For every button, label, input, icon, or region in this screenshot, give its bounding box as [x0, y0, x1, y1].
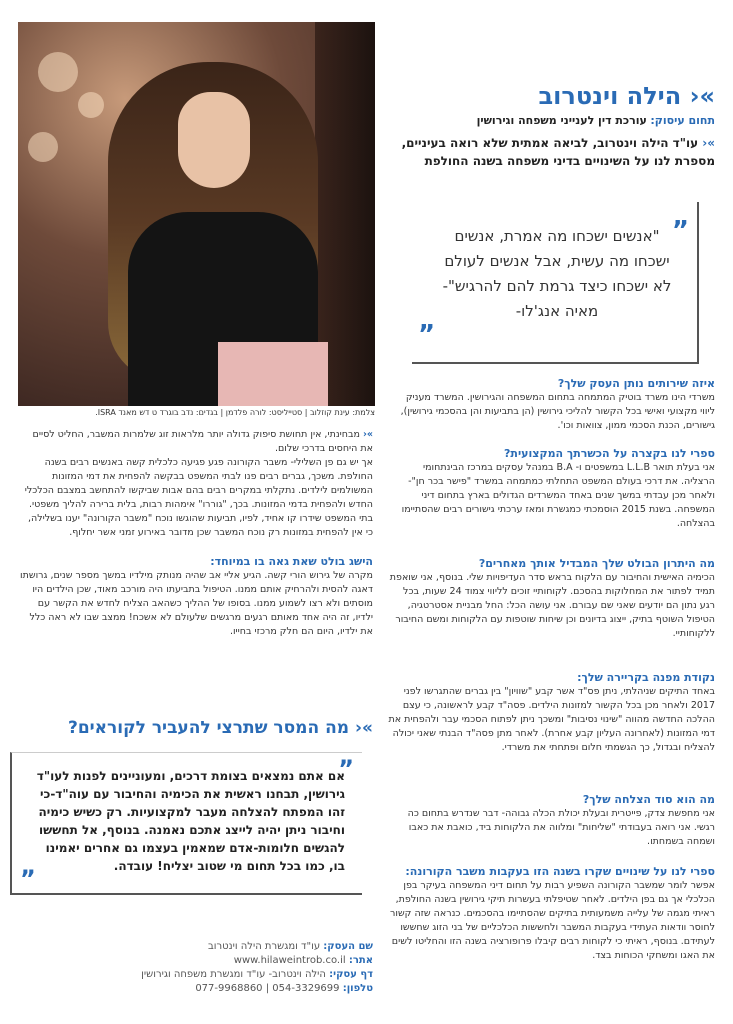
section-services	[388, 376, 715, 433]
message-arrow-icon: »‹	[355, 718, 373, 738]
contact-info	[18, 940, 373, 996]
left-para-2: אך יש גם פן השלילי- משבר הקורונה פגע פגיעה כלכלית קשה באנשים רבים בשנה החולפת. משכך, גברים רבים פנו לבתי המשפט בבקשה להפחית את דמי המזונות המשולמים לילדים. נתקלתי במקרים רבים בהם אבות שביקשו להתחשב במצבם הכלכלי החדש ולהפחית בדמי המזונות. בכך, "גוררו" אימהות רבות, בלית ברירה להליך משפטי.	[24, 457, 373, 510]
section-body: אני מחפשת צדק, פייטרית ובעלת יכולת הכלה גבוהה- דבר שנדרש בתחום כה רגשי. אני רואה בעבודתי "שליחות" ומלווה את הלקוחות ביד, כואבת את כאבו ושמחה בשמחתו.	[407, 808, 715, 847]
contact-name-row: שם העסק: עו"ד ומגשרת הילה וינטרוב	[207, 941, 373, 952]
role-label: תחום עיסוק:	[650, 114, 715, 127]
contact-page-row: דף עסקי: הילה וינטרוב- עו"ד ומגשרת משפחה וגירושין	[141, 969, 373, 980]
contact-site-row: אתר: www.hilaweintrob.co.il	[233, 955, 373, 966]
person-name: הילה וינטרוב	[538, 82, 682, 110]
left-para-3: בתי המשפט שידרו קו אחיד, לפיו, תביעות שהוגשו נוכח "משבר הקורונה" יענו בשלילה, כי אין להפחית במזונות רק נוכח המשבר שכן מדובר באירוע זמני אשר יחלוף.	[28, 513, 373, 538]
role-line	[390, 114, 715, 127]
title-arrow-icon: »‹	[689, 82, 715, 110]
quote-close-icon: ”	[418, 320, 436, 350]
section-body: אני בעלת תואר L.L.B במשפטים ו- B.A במנהל עסקים במרכז הבינתחומי הרצליה. את דרכי בעולם המשפט התחלתי כמתמחה במשרד "פישר בכר חן"- ולאחר מכן עבדתי במשך שנים באחד המשרדים הגדולים בארץ בתחום דיני המשפחה. בשנת 2015 הוסמכתי כמגשרת ומאז ערכתי גישורים רבים שהסתיימו בהצלחה.	[401, 462, 715, 529]
left-column-text	[18, 428, 373, 639]
para-arrow-icon: »‹	[362, 429, 373, 440]
quote-open-icon: ”	[338, 755, 354, 783]
proud-body: מקרה של גירוש הורי קשה. הגיע אליי אב שהיה מנותק מילדיו במשך מספר שנים, גרושתו דאגה להסית ולהרחיק אותם ממנו. הטיפול בתביעתו היה מורכב מאוד, שכן הילדים היו מוסתים ולא רצו לשמוע ממנו. בסופו של ההליך כשהאב הצליח לחדש את הקשר עם ילדיו, זה היה אחד מאותם רגעים מרגשים שלעולם לא אשכח! ממצב שבו לא ראה כלל את ילדיו, היום הם חלק מרכזי בחייו.	[20, 570, 373, 637]
section-title: ספרי לנו על שינויים שקרו בשנה הזו בעקבות משבר הקורונה:	[405, 865, 715, 878]
section-title: ספרי לנו בקצרה על הכשרתך המקצועית?	[504, 447, 715, 460]
phone-number[interactable]: 054-3329699 | 077-9968860	[195, 983, 340, 994]
intro-body: עו"ד הילה וינטרוב, לביאה אמתית שלא רואה בעיניים, מספרת לנו על השינויים בדיני משפחה בשנה החולפת	[401, 136, 715, 168]
quote-open-icon: ”	[671, 216, 689, 246]
main-quote-box	[412, 202, 699, 364]
section-success	[388, 792, 715, 849]
section-training	[388, 446, 715, 531]
section-body: אפשר לומר שמשבר הקורונה השפיע רבות על תחום דיני המשפחה בעיקר בפן הכלכלי אך גם בפן הילדים. לאחר שטיפלתי בעשרות תיקי גירושין בשנה החולפת, ראיתי מגמה של עלייה משמעותית בתיקים שהסתיימו בהסכמים. כנראה שזה קשור לחוסר וודאות העתידי בעקבות המשבר ולחששות הכלכליים של בני הזוג שחששו לעתידם. בנוסף, ראיתי כי לקוחות רבים קיבלו פרופורציה בשנה הזו והחליטו לשים את האגו ומשחקי הכוחות בצד.	[390, 880, 715, 961]
portrait-photo	[18, 22, 375, 406]
section-body: הכימיה האישית והחיבור עם הלקוח בראש סדר העדיפויות שלי. בנוסף, אני שואפת תמיד לפתור את המחלוקות בהסכם. לקוחותיי זוכים לליווי צמוד 24 שעות, בכל רגע נתון הם יודעים שאני שם עבורם. אני עושה הכל: החל מבניית אסטרטגיה, הטיפול השוטף בתיק, ייצוג בדיונים וכן שיחות שוטפות עם הלקוחות ומשם החיבור ללקוחותיי.	[389, 572, 715, 639]
section-title: מה הוא סוד הצלחה שלך?	[582, 793, 715, 806]
proud-title: הישג בולט שאת גאה בו במיוחד:	[210, 555, 373, 568]
section-advantage	[388, 556, 715, 641]
section-title: איזה שירותים נותן העסק שלך?	[557, 377, 715, 390]
message-title: »‹ מה המסר שתרצי להעביר לקוראים?	[67, 718, 373, 738]
section-title: מה היתרון הבולט שלך המבדיל אותך מאחרים?	[478, 557, 715, 570]
photo-caption: צלמת: עינת קוזלוב | סטייליסט: לורה פלדמן | בגדים: נדב בוגרד ט דש מאנד ISRA.	[95, 408, 375, 417]
page-title	[390, 82, 715, 110]
section-body: משרדי הינו משרד בוטיק המתמחה בתחום המשפחה והגירושין. המשרד מעניק ליווי מקצועי ואישי בכל הקשור להליכי גירושין (הן בתביעות והן בהסכמי גירושין), גישורים, הכנת הסכמי ממון, צוואות וכו'.	[400, 392, 715, 431]
message-quote-box	[10, 752, 362, 895]
quote-close-icon: ”	[20, 865, 36, 893]
contact-phone-row: טלפון: 054-3329699 | 077-9968860	[195, 983, 373, 994]
section-turning-point	[388, 670, 715, 755]
main-quote-text: "אנשים ישכחו מה אמרת, אנשים ישכחו מה עשית, אבל אנשים לעולם לא ישכחו כיצד גרמת להם להרגיש"- מאיה אנג'לו-	[442, 227, 672, 320]
website-link[interactable]: www.hilaweintrob.co.il	[233, 955, 346, 966]
intro-text	[390, 134, 715, 170]
message-quote-text: אם אתם נמצאים בצומת דרכים, ומעוניינים לפנות לעו"ד גירושין, תבחנו ראשית את הכימיה והחיבור עם עוה"ד-כי זהו המפתח להצלחה מעבר למקצועיות. רק כשיש כימיה וחיבור ניתן יהיה לייצג אתכם נאמנה. בנוסף, אל תחששו להגשים חלומות-אדם שמאמין בעצמו גם אחרים יאמינו בו, כמו בכל תחום מי שטוב יצליח! עובדה.	[36, 769, 345, 873]
section-body: באחד התיקים שניהלתי, ניתן פס"ד אשר קבע "שוויון" בין גברים שהתגרשו לפני 2017 ולאחר מכן בכל הקשור למזונות הילדים. פסה"ד קבע לראשונה, כי עצם ההלכה החדשה מהווה "שינוי נסיבות" ומשכך ניתן לפתוח הסכמי עבר ולהפחית את דמי המזונות (לאחרונה העליון קבע אחרת). לאחר מתן פסה"ד הבנתי שאני יכולה להצליח ובגדול, כך הגשמתי חלום ופתחתי את משרדי.	[388, 686, 715, 753]
section-title: נקודת מפנה בקריירה שלך:	[577, 671, 715, 684]
section-corona	[388, 864, 715, 963]
left-para-1: »‹ מבחינתי, אין תחושת סיפוק גדולה יותר מלראות זוג שלמרות המשבר, החליט לסיים את היחסים בדרכי שלום.	[32, 429, 373, 454]
intro-arrow-icon: »‹	[702, 136, 715, 150]
role-value: עורכת דין לענייני משפחה וגירושין	[476, 114, 647, 127]
